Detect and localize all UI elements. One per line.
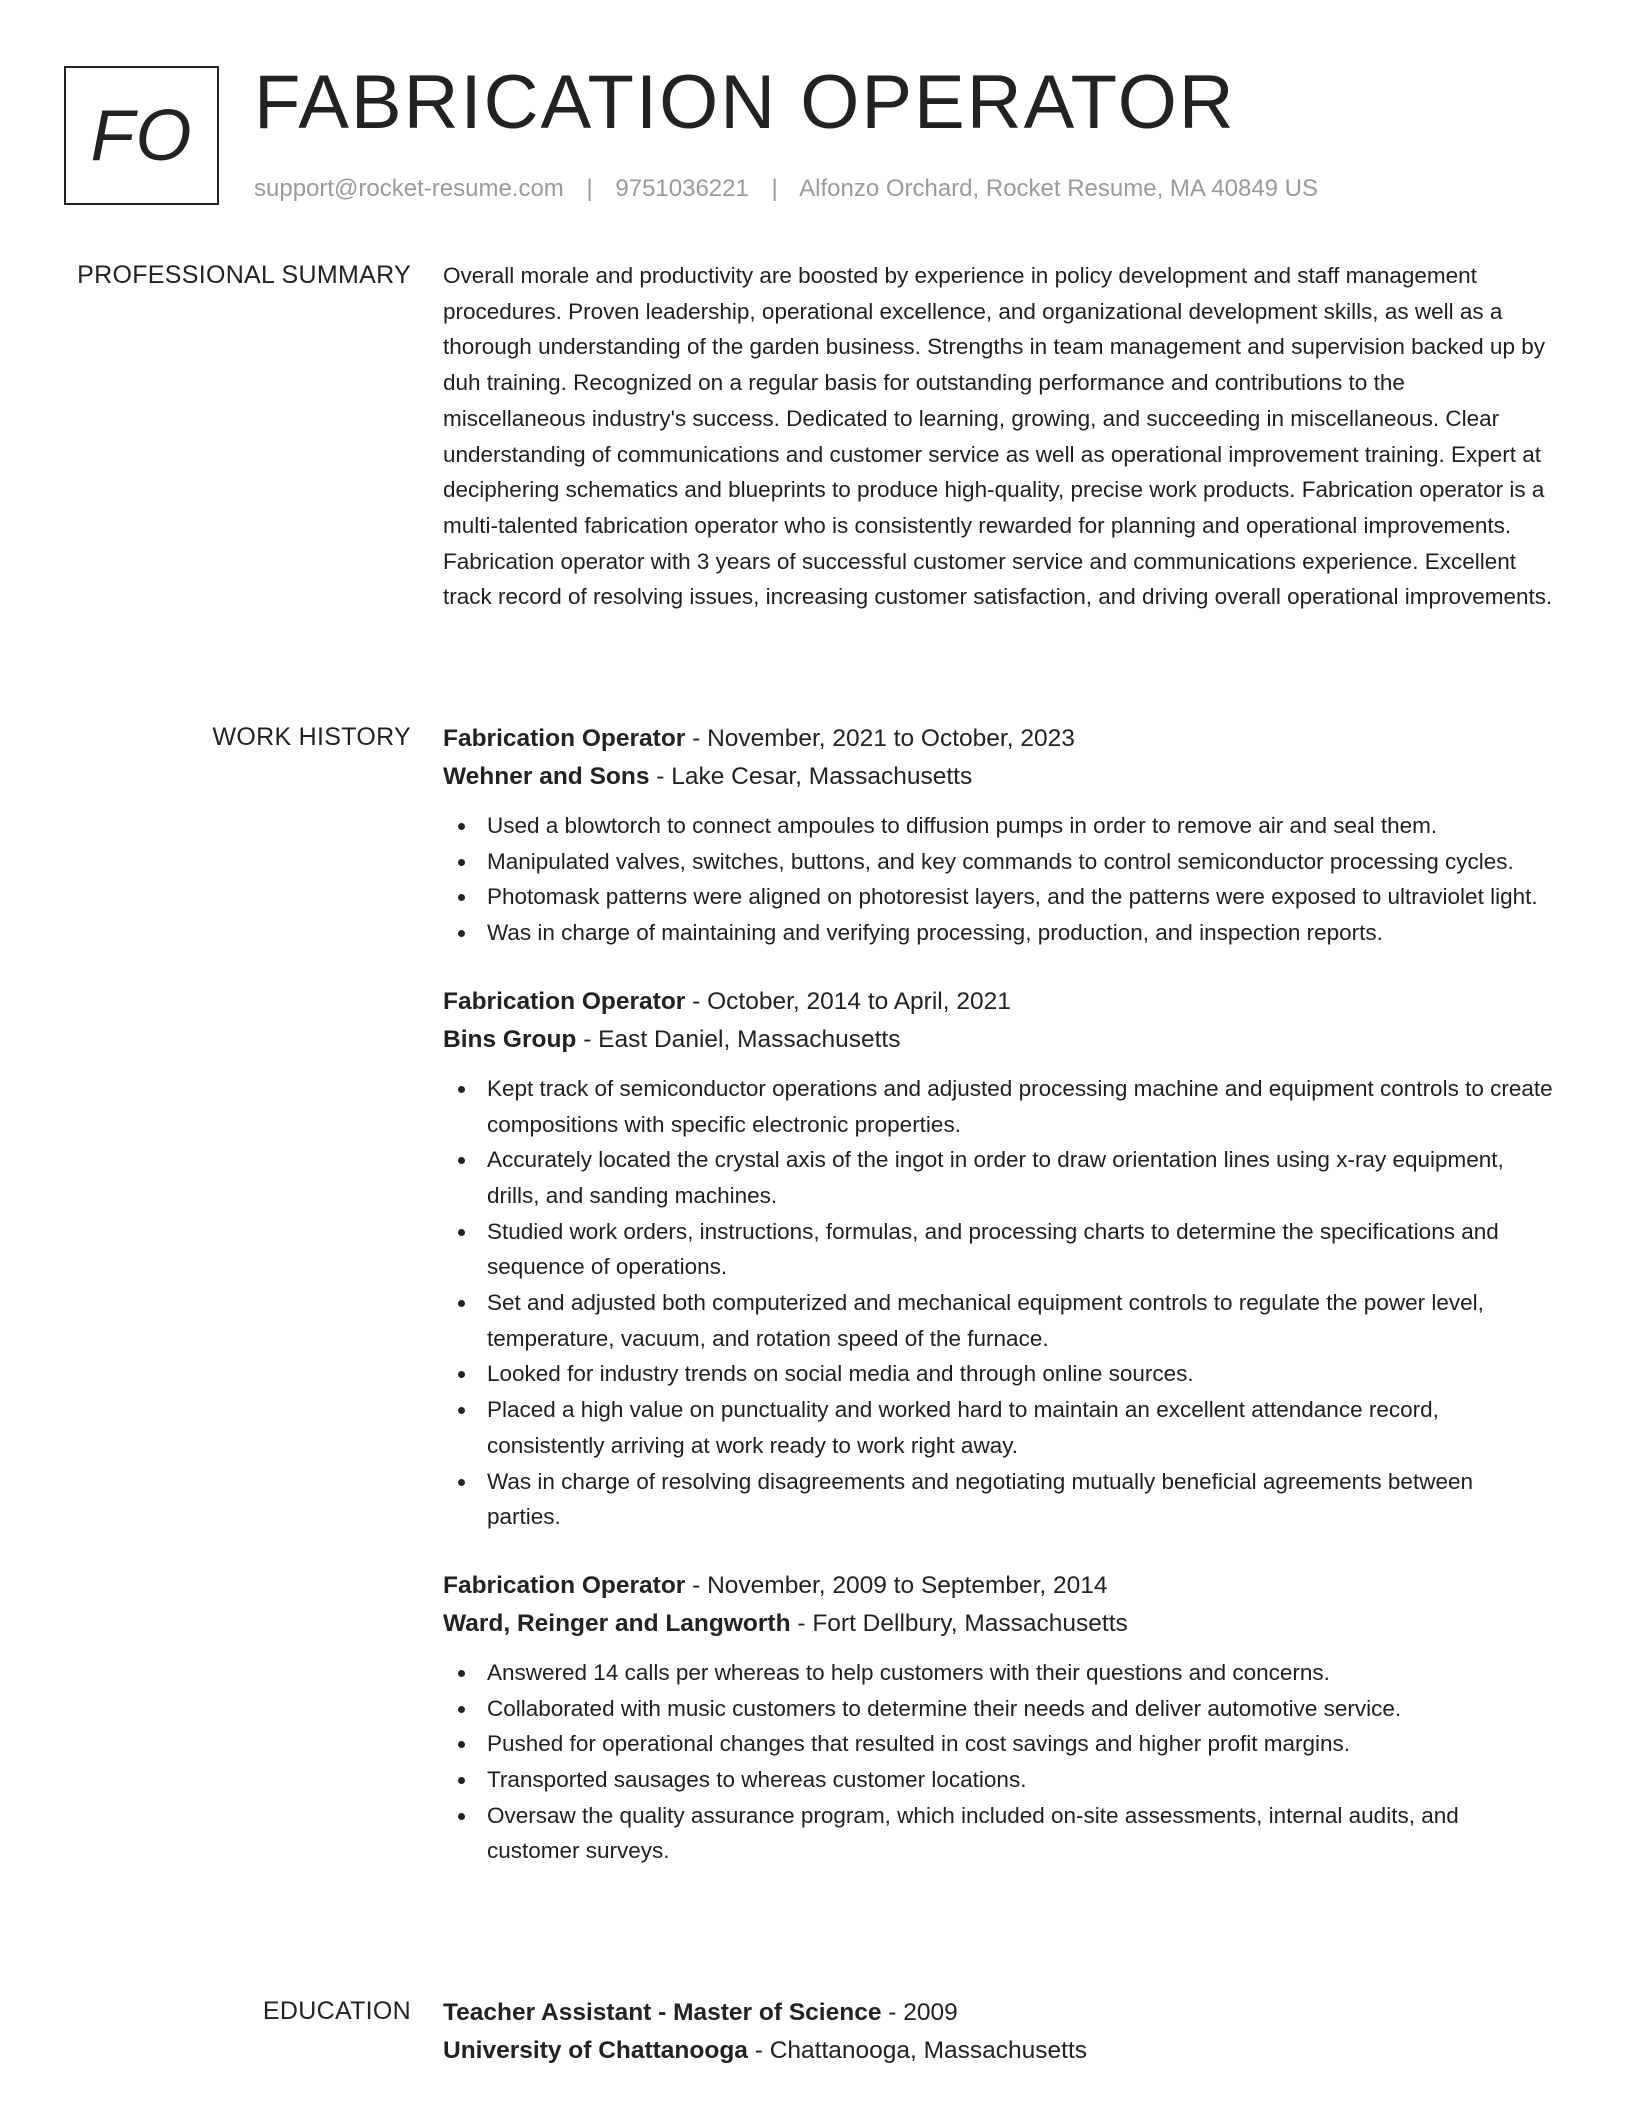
job-bullet: Collaborated with music customers to determine their needs and deliver automotive service.	[487, 1691, 1553, 1727]
job-bullet: Answered 14 calls per whereas to help customers with their questions and concerns.	[487, 1655, 1553, 1691]
job-title-line	[443, 1567, 1553, 1605]
job-role: Fabrication Operator	[443, 725, 686, 752]
job-bullet: Photomask patterns were aligned on photoresist layers, and the patterns were exposed to ultraviolet light.	[487, 879, 1553, 915]
summary-text: Overall morale and productivity are boosted by experience in policy development and staff management procedures. Proven leadership, operational excellence, and organizational development skills, as well as a thorough understanding of the garden business. Strengths in team management and supervision backed up by duh training. Recognized on a regular basis for outstanding performance and contributions to the miscellaneous industry's success. Dedicated to learning, growing, and succeeding in miscellaneous. Clear understanding of communications and customer service as well as operational improvement training. Expert at deciphering schematics and blueprints to produce high-quality, precise work products. Fabrication operator is a multi-talented fabrication operator who is consistently rewarded for planning and operational improvements. Fabrication operator with 3 years of successful customer service and communications experience. Excellent track record of resolving issues, increasing customer satisfaction, and driving overall operational improvements.	[443, 263, 1553, 610]
education-school: University of Chattanooga	[443, 2037, 748, 2064]
contact-address: Alfonzo Orchard, Rocket Resume, MA 40849 US	[799, 175, 1319, 202]
job-dates: - November, 2009 to September, 2014	[685, 1571, 1108, 1599]
education-location: - Chattanooga, Massachusetts	[747, 2037, 1088, 2064]
education-degree-line	[443, 1994, 1553, 2032]
job-bullet: Manipulated valves, switches, buttons, and key commands to control semiconductor processing cycles.	[487, 844, 1553, 880]
job-company: Ward, Reinger and Langworth	[443, 1609, 791, 1637]
job-dates: - October, 2014 to April, 2021	[685, 987, 1011, 1015]
job-entry	[443, 983, 1553, 1535]
monogram-badge	[64, 66, 219, 205]
job-location: - Fort Dellbury, Massachusetts	[790, 1609, 1128, 1637]
job-bullets	[443, 1071, 1553, 1535]
education-degree: Teacher Assistant - Master of Science	[443, 1999, 882, 2026]
work-history-heading: WORK HISTORY	[212, 723, 411, 751]
job-bullet: Oversaw the quality assurance program, which included on-site assessments, internal audits, and customer surveys.	[487, 1798, 1553, 1869]
job-role: Fabrication Operator	[443, 1571, 686, 1599]
job-company-line	[443, 1605, 1553, 1643]
job-bullet: Accurately located the crystal axis of the ingot in order to draw orientation lines using x-ray equipment, drills, and sanding machines.	[487, 1142, 1553, 1213]
job-list	[443, 720, 1553, 1869]
job-role: Fabrication Operator	[443, 987, 686, 1015]
job-company: Bins Group	[443, 1025, 577, 1053]
job-bullet: Was in charge of resolving disagreements and negotiating mutually beneficial agreements between parties.	[487, 1464, 1553, 1535]
summary-heading: PROFESSIONAL SUMMARY	[77, 261, 411, 289]
education-year: - 2009	[881, 1999, 958, 2026]
job-bullets	[443, 808, 1553, 951]
job-title-line	[443, 720, 1553, 758]
job-bullet: Set and adjusted both computerized and mechanical equipment controls to regulate the power level, temperature, vacuum, and rotation speed of the furnace.	[487, 1285, 1553, 1356]
job-company-line	[443, 758, 1553, 796]
job-bullet: Looked for industry trends on social media and through online sources.	[487, 1356, 1553, 1392]
job-entry	[443, 1567, 1553, 1869]
monogram-text: FO	[90, 95, 193, 176]
job-bullet: Studied work orders, instructions, formulas, and processing charts to determine the specifications and sequence of operations.	[487, 1214, 1553, 1285]
job-bullet: Pushed for operational changes that resulted in cost savings and higher profit margins.	[487, 1726, 1553, 1762]
job-bullet: Was in charge of maintaining and verifying processing, production, and inspection reports.	[487, 915, 1553, 951]
job-company-line	[443, 1021, 1553, 1059]
job-bullet: Placed a high value on punctuality and worked hard to maintain an excellent attendance record, consistently arriving at work ready to work right away.	[487, 1392, 1553, 1463]
job-dates: - November, 2021 to October, 2023	[685, 725, 1075, 752]
job-location: - East Daniel, Massachusetts	[576, 1025, 901, 1053]
job-bullet: Kept track of semiconductor operations and adjusted processing machine and equipment controls to create compositions with specific electronic properties.	[487, 1071, 1553, 1142]
job-bullets	[443, 1655, 1553, 1869]
education-heading: EDUCATION	[262, 1997, 411, 2025]
contact-separator: |	[771, 175, 778, 202]
job-company: Wehner and Sons	[443, 763, 650, 790]
job-title-line	[443, 983, 1553, 1021]
contact-separator: |	[586, 175, 593, 202]
education-school-line	[443, 2032, 1553, 2070]
job-entry	[443, 720, 1553, 951]
contact-line	[254, 174, 1318, 204]
contact-phone: 9751036221	[615, 175, 749, 202]
job-location: - Lake Cesar, Massachusetts	[649, 763, 973, 790]
candidate-name: FABRICATION OPERATOR	[254, 60, 1236, 145]
job-bullet: Used a blowtorch to connect ampoules to diffusion pumps in order to remove air and seal them.	[487, 808, 1553, 844]
job-bullet: Transported sausages to whereas customer locations.	[487, 1762, 1553, 1798]
contact-email: support@rocket-resume.com	[254, 175, 564, 202]
